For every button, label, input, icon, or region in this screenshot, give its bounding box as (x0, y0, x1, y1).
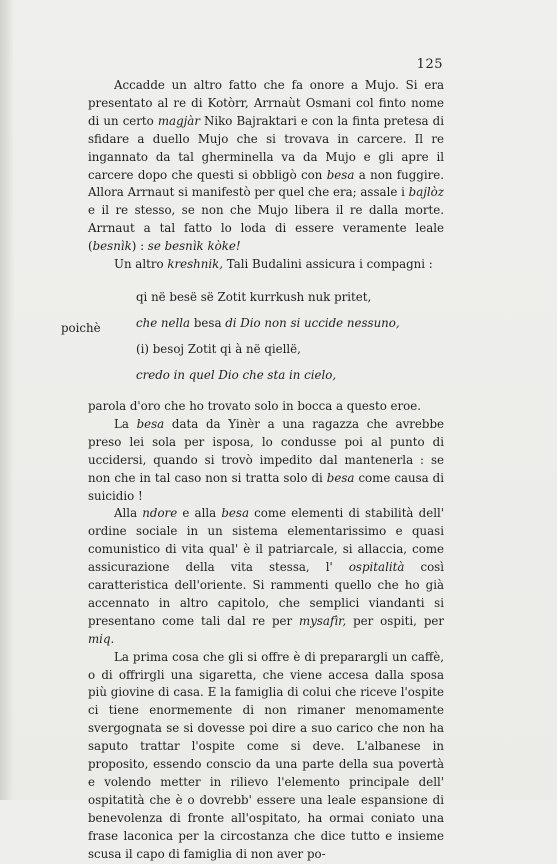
text-run: e alla (177, 506, 222, 521)
italic-term: besnìk (92, 239, 132, 254)
paragraph: parola d'oro che ho trovato solo in bocca a questo eroe. (88, 398, 421, 413)
text-run: Niko Bajraktari e con la finta pretesa di sfidare a duello Mujo che si trovava in carcere. Il re ingannato da tal gherminella va da Mujo e gli apre il carcere dopo che questi si obbligò con (88, 113, 445, 182)
italic-term: credo in quel Dio che sta in cielo, (136, 367, 337, 382)
text-run: e il re stesso, se non che Mujo libera il re dalla morte. Arrnaut a tal fatto lo loda di essere veramente leale ( (88, 203, 444, 254)
text-run: a non fuggire. Allora Arrnaut si manifestò per quel che era; assale i (88, 167, 444, 200)
paragraph (88, 505, 444, 648)
connective-word: poichè (61, 320, 101, 335)
italic-term: miq. (88, 631, 115, 646)
verse-line: qi në besë së Zotit kurrkush nuk pritet, (136, 289, 372, 304)
italic-term: che nella (136, 315, 191, 330)
text-run: Alla (114, 506, 143, 521)
text-run: Un altro (114, 257, 168, 272)
italic-term: ndore (142, 506, 178, 521)
text-run: così caratteristica dell'oriente. Si rammenti quello che ho già accennato in altro capitolo, che semplici viandanti si presentano come tali dal re per (88, 560, 444, 628)
italic-term: di Dio non si uccide nessuno, (225, 315, 400, 330)
text-run: data da Yinèr a una ragazza che avrebbe preso lei sola per isposa, lo condusse poi al punto di uccidersi, quando si trovò impedito dal mantenerla : se non che in tal caso non si tratta solo di (88, 416, 444, 485)
verse-line (136, 310, 444, 336)
paragraph (88, 416, 444, 506)
italic-term: besa (326, 167, 355, 182)
text-run: Accadde un altro fatto che fa onore a Mujo. Si era presentato al re di Kotòrr, Arrnaùt Osmani col finto nome di un certo (88, 78, 444, 128)
binding-gutter (0, 0, 14, 800)
italic-term: bajlòz (408, 185, 444, 200)
text-run: come causa di suicidio ! (88, 470, 445, 503)
page-number: 125 (416, 57, 443, 72)
italic-term: magjàr (157, 113, 200, 128)
italic-term: besa (136, 416, 165, 431)
italic-term: besa (326, 470, 355, 485)
verse-line: (i) besoj Zotit qi à në qiellë, (136, 341, 301, 356)
text-run: per ospiti, per (346, 613, 444, 628)
paragraph (88, 256, 444, 274)
text-run: come elementi di stabilità dell' ordine sociale in un sistema elementarissimo e quasi comunistico di vita qual' è il patriarcale, si allaccia, come assicurazione della vita stessa, l' (88, 506, 444, 575)
italic-term: ospitalità (348, 560, 405, 575)
verse-line (136, 362, 444, 388)
text-run: ) : (131, 239, 148, 254)
italic-term: mysafìr, (299, 613, 347, 628)
italic-term: se besnìk kòke! (147, 239, 241, 254)
verse-quotation (61, 284, 444, 388)
italic-term: besa (221, 506, 249, 521)
paragraph: La prima cosa che gli si offre è di preparargli un caffè, o di offrirgli una sigaretta, che viene accesa dalla sposa più giovine di casa. E la famiglia di colui che riceve l'ospite ci tiene enormemente di non rimaner menomamente svergognata se si dovesse poi dire a suo carico che non ha saputo trattar l'ospite come si deve. L'albanese in proposito, essendo conscio da una parte della sua povertà e volendo metter in rilievo l'elemento principale dell' ospitatità che è o dovrebb' essere una leale espansione di benevolenza di fronte all'ospitato, ha ormai coniato una frase laconica per la circostanza che dice tutto e insieme scusa il capo di famiglia di non aver po- (88, 649, 444, 861)
body-text (61, 77, 445, 864)
paragraph (88, 77, 444, 256)
italic-term: kreshnik, (167, 257, 224, 272)
text-run: besa (190, 315, 226, 330)
text-run: Tali Budalini assicura i compagni : (223, 257, 433, 272)
text-run: La (114, 416, 137, 431)
